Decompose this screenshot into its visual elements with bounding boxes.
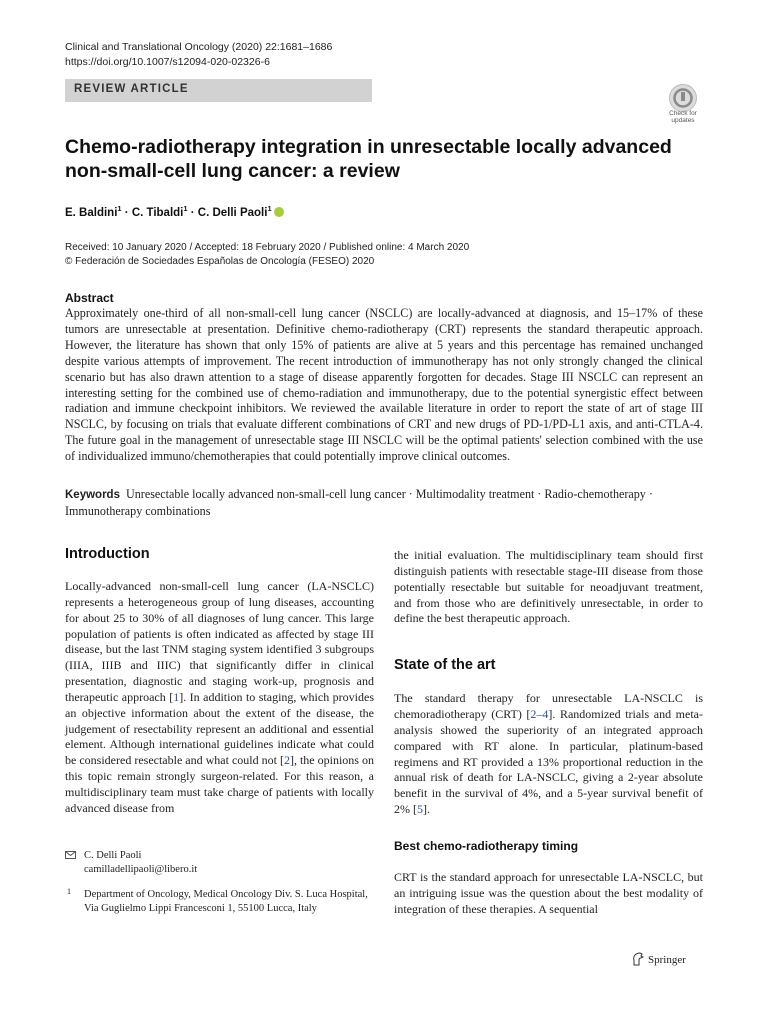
check-updates-line1: Check for <box>669 110 697 117</box>
article-type-label: REVIEW ARTICLE <box>74 83 189 95</box>
intro-text-part: ]. In addition to staging, which provides an objective information about the extent of the disease, the judgement of resectability represent an additional and essential element. Although international guidelines indicate what could be considered resectable and what could not [ <box>65 689 374 768</box>
author-list <box>65 204 284 219</box>
introduction-paragraph <box>65 579 374 817</box>
corresponding-author-email[interactable]: camilladellipaoli@libero.it <box>84 863 198 875</box>
check-updates-line2: updates <box>671 117 695 124</box>
introduction-heading: Introduction <box>65 546 150 562</box>
publisher-logo <box>632 952 686 966</box>
orcid-icon[interactable] <box>274 207 284 217</box>
article-type-banner <box>65 79 372 102</box>
keywords-block <box>65 486 705 519</box>
doi-link[interactable]: https://doi.org/10.1007/s12094-020-02326-6 <box>65 56 270 68</box>
author-name[interactable]: C. Tibaldi <box>131 206 184 219</box>
affiliation-marker: 1 <box>67 887 71 896</box>
soa-text-part: ]. <box>423 802 430 817</box>
author-affiliation-marker: 1 <box>117 204 122 213</box>
introduction-continuation: the initial evaluation. The multidisciplinary team should first distinguish patients with resectable stage-III disease from those potentially resectable but suitable for neoadjuvant treatment, and from those who are definitively unresectable, in order to define the best therapeutic approach. <box>394 548 703 626</box>
citation-link[interactable]: 1 <box>173 689 180 704</box>
intro-text-part: Locally-advanced non-small-cell lung cancer (LA-NSCLC) represents a heterogeneous group of lung diseases, accounting for about 25 to 30% of all diagnoses of lung cancer. This large population of patients is often indicated as affected by stage III disease, but the last TNM staging system identified 3 subgroups (IIIA, IIIB and IIIC) that significantly differ in clinical presentation, diagnostic and staging work-up, prognosis and therapeutic approach [ <box>65 579 374 704</box>
check-updates-text <box>664 110 702 124</box>
soa-text-part: The standard therapy for unresectable LA-NSCLC is chemoradiotherapy (CRT) [ <box>394 691 703 722</box>
soa-text-part: ]. Randomized trials and meta-analysis showed the superiority of an integrated approach compared with RT alone. In particular, platinum-based regimens and RT provided a 13% proportional reduction in the annual risk of death for LA-NSCLC, giving a 2-year absolute benefit in the survival of 4%, and a 5-year survival benefit of 2% [ <box>394 707 703 817</box>
publication-dates <box>65 241 469 269</box>
author-separator: · <box>187 206 198 219</box>
citation-link[interactable]: 2–4 <box>530 707 549 722</box>
copyright-line: © Federación de Sociedades Españolas de Oncología (FESEO) 2020 <box>65 256 375 267</box>
publisher-name: Springer <box>648 954 686 966</box>
springer-horse-icon <box>632 952 644 966</box>
corresponding-author-name: C. Delli Paoli <box>84 850 142 861</box>
author-name[interactable]: C. Delli Paoli <box>197 206 268 219</box>
citation-link[interactable]: 2 <box>283 753 290 768</box>
author-name[interactable]: E. Baldini <box>65 206 118 219</box>
author-separator: · <box>121 206 132 219</box>
check-for-updates-badge[interactable] <box>664 84 702 124</box>
keywords-heading: Keywords <box>65 489 120 501</box>
abstract-text: Approximately one-third of all non-small-cell lung cancer (NSCLC) are locally-advanced at diagnosis, and 15–17% of these tumors are unresectable at presentation. Definitive chemo-radiotherapy (CRT) represents the standard therapeutic approach. However, the literature has shown that only 15% of patients are alive at 5 years and this percentage has remained unchanged despite various attempts of improvement. The recent introduction of immunotherapy has not only strongly changed the clinical scenario but has also drawn attention to a stage of disease apparently forgotten for decades. Stage III NSCLC can represent an interesting setting for the combined use of chemo-radiation and immunotherapy, due to the potential synergistic effect between radiation and immune checkpoint inhibitors. We reviewed the available literature in order to report the state of art of stage III NSCLC, by focusing on trials that evaluate different combinations of CRT and new drugs of PD-1/PD-L1 axis, and anti-CTLA-4. The future goal in the management of unresectable stage III NSCLC will be the optimal patients' selection combined with the use of individualized immuno/chemotherapies that could potentially improve clinical outcomes. <box>65 306 703 464</box>
keywords-text: Unresectable locally advanced non-small-cell lung cancer · Multimodality treatment · Radio-chemotherapy · Immunotherapy combinations <box>65 487 653 518</box>
corresponding-author-note <box>84 849 374 877</box>
crt-timing-subheading: Best chemo-radiotherapy timing <box>394 838 579 853</box>
state-of-art-paragraph <box>394 691 703 818</box>
article-title: Chemo-radiotherapy integration in unresectable locally advanced non-small-cell lung cancer: a review <box>65 136 672 182</box>
crt-timing-paragraph: CRT is the standard approach for unresectable LA-NSCLC, but an intriguing issue was the question about the best modality of integration of these therapies. A sequential <box>394 869 703 916</box>
right-column <box>394 548 703 918</box>
abstract-heading: Abstract <box>65 291 114 305</box>
citation-link[interactable]: 5 <box>417 802 423 817</box>
author-affiliation-marker: 1 <box>267 204 272 213</box>
author-affiliation-marker: 1 <box>183 204 188 213</box>
left-column <box>65 546 374 817</box>
dates-line: Received: 10 January 2020 / Accepted: 18 February 2020 / Published online: 4 March 2020 <box>65 242 470 253</box>
journal-citation: Clinical and Translational Oncology (2020) 22:1681–1686 <box>65 41 333 53</box>
envelope-icon <box>65 851 76 859</box>
affiliation-note: Department of Oncology, Medical Oncology Div. S. Luca Hospital, Via Guglielmo Lippi Francesconi 1, 55100 Lucca, Italy <box>84 889 368 914</box>
check-updates-icon <box>669 84 697 112</box>
state-of-art-heading: State of the art <box>394 657 496 674</box>
intro-text-part: ], the opinions on this topic remain strongly surgeon-related. For this reason, a multidisciplinary team must take charge of patients with locally advanced disease from <box>65 753 374 815</box>
